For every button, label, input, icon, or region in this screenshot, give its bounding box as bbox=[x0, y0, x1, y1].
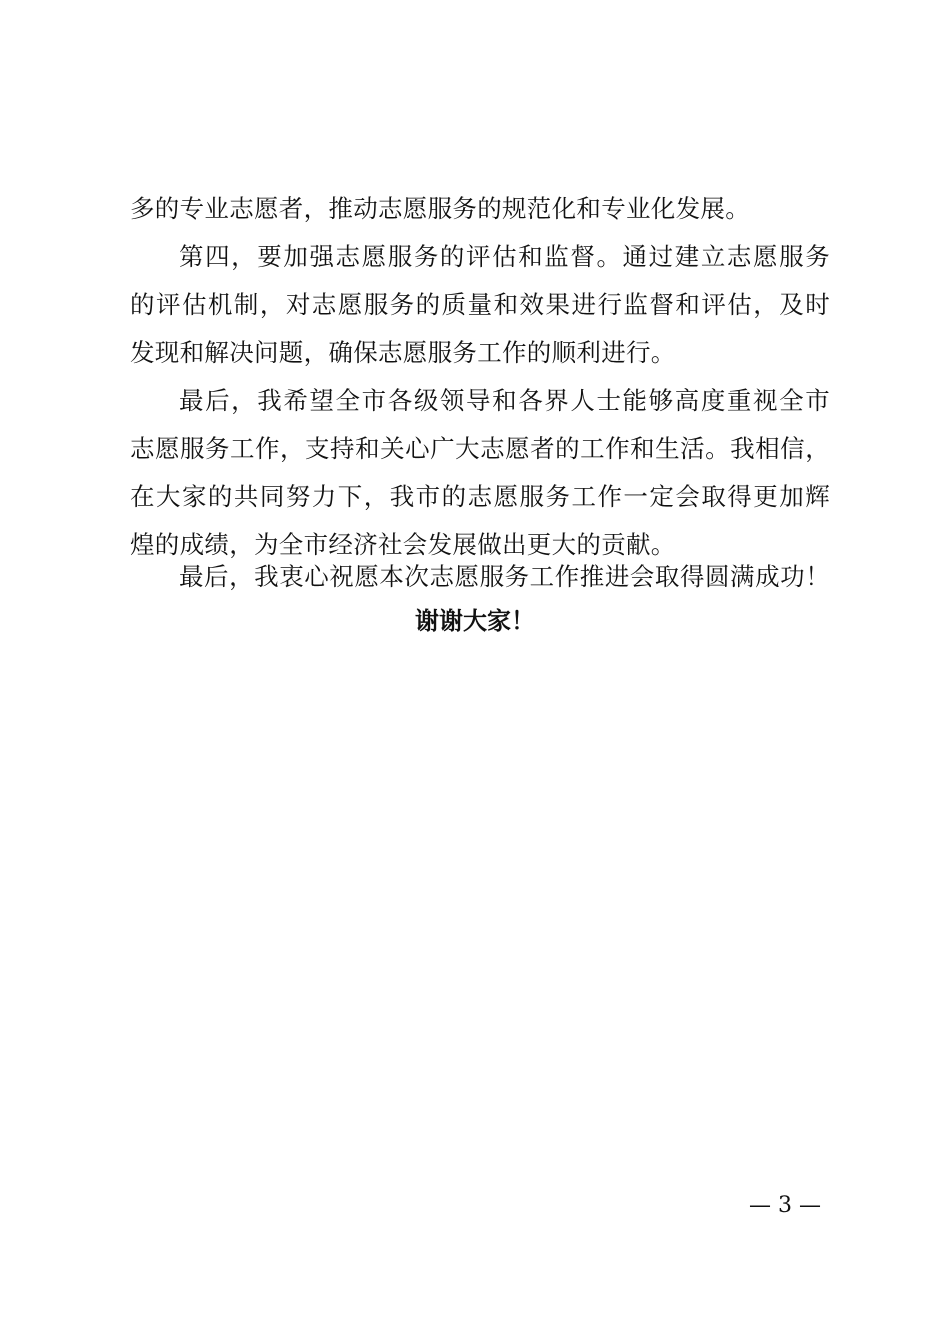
closing-thanks: 谢谢大家！ bbox=[415, 606, 535, 635]
page-number: — 3 — bbox=[749, 1193, 821, 1218]
paragraph-line: 煌的成绩，为全市经济社会发展做出更大的贡献。 bbox=[130, 530, 676, 559]
paragraph-line: 最后，我希望全市各级领导和各界人士能够高度重视全市 bbox=[179, 386, 830, 415]
paragraph-line: 在大家的共同努力下，我市的志愿服务工作一定会取得更加辉 bbox=[130, 482, 830, 511]
paragraph-line: 第四，要加强志愿服务的评估和监督。通过建立志愿服务 bbox=[179, 242, 830, 271]
paragraph-line: 的评估机制，对志愿服务的质量和效果进行监督和评估，及时 bbox=[130, 290, 830, 319]
paragraph-line: 志愿服务工作，支持和关心广大志愿者的工作和生活。我相信， bbox=[130, 434, 830, 463]
paragraph-line: 最后，我衷心祝愿本次志愿服务工作推进会取得圆满成功！ bbox=[179, 562, 830, 591]
paragraph-line: 多的专业志愿者，推动志愿服务的规范化和专业化发展。 bbox=[130, 194, 750, 223]
paragraph-line: 发现和解决问题，确保志愿服务工作的顺利进行。 bbox=[130, 338, 676, 367]
